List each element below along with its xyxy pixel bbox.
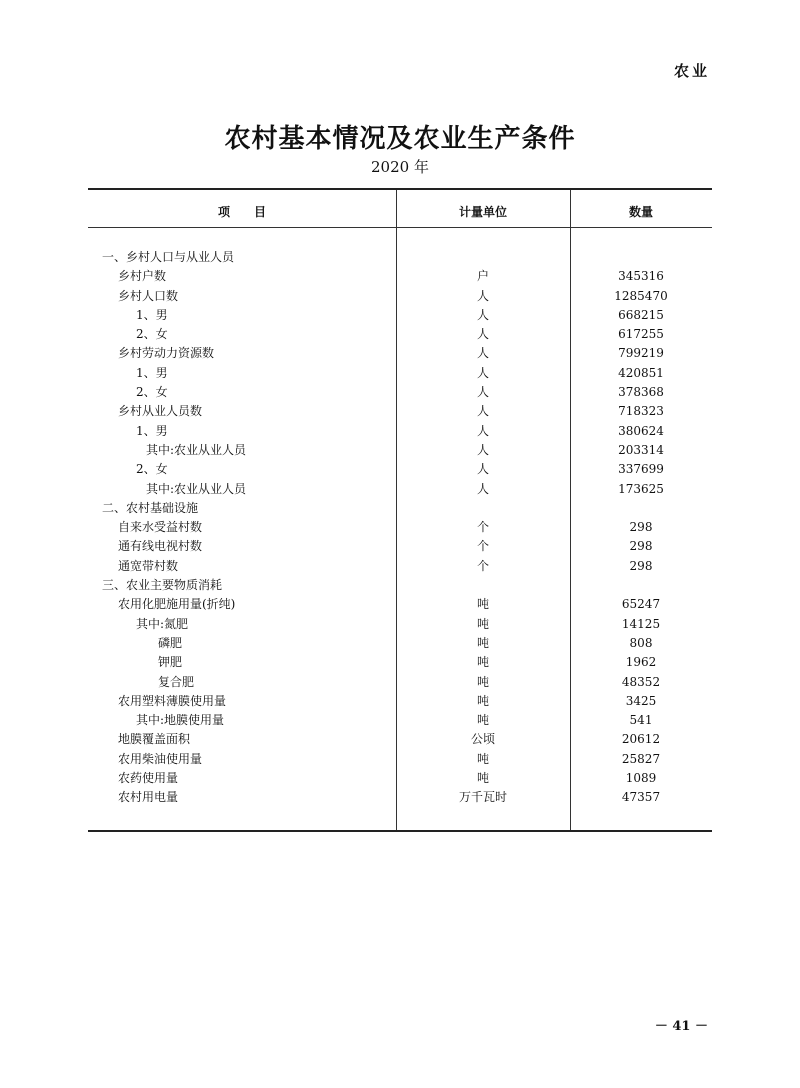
row-item-name: 2、女 (136, 385, 168, 400)
table-row (88, 402, 712, 421)
row-unit: 户 (476, 269, 489, 284)
table-row (88, 267, 712, 286)
table-row (88, 788, 712, 807)
row-unit: 人 (476, 462, 489, 477)
row-item-name: 二、农村基础设施 (102, 500, 199, 515)
row-unit: 万千瓦时 (458, 790, 507, 805)
row-item-name: 农用柴油使用量 (118, 751, 203, 766)
row-value: 298 (629, 539, 653, 554)
table-row (88, 480, 712, 499)
row-value: 48352 (621, 674, 661, 689)
row-item-name: 其中:农业从业人员 (146, 481, 247, 496)
row-item-name: 农用塑料薄膜使用量 (118, 693, 227, 708)
row-value: 420851 (618, 365, 664, 380)
row-item-name: 乡村人口数 (118, 288, 179, 303)
row-value: 20612 (621, 732, 661, 747)
row-value: 380624 (618, 423, 664, 438)
row-value: 718323 (618, 404, 664, 419)
section-label: 农业 (673, 62, 710, 80)
row-unit: 人 (476, 385, 489, 400)
row-unit: 个 (476, 558, 489, 573)
table-row (88, 595, 712, 614)
table-row (88, 383, 712, 402)
header-item: 项 目 (217, 205, 266, 219)
row-value: 173625 (618, 481, 664, 496)
row-unit: 个 (476, 520, 489, 535)
row-item-name: 1、男 (136, 365, 168, 380)
table-row (88, 537, 712, 556)
table-row (88, 248, 712, 267)
row-item-name: 三、农业主要物质消耗 (102, 578, 223, 593)
row-item-name: 1、男 (136, 307, 168, 322)
row-item-name: 农药使用量 (118, 771, 179, 786)
row-item-name: 一、乡村人口与从业人员 (102, 250, 235, 264)
table-row (88, 344, 712, 363)
table-row (88, 615, 712, 634)
table-row (88, 306, 712, 325)
row-unit: 人 (476, 307, 489, 322)
data-table (88, 188, 712, 832)
page-title: 农村基本情况及农业生产条件 (224, 124, 576, 154)
table-row (88, 325, 712, 344)
row-unit: 人 (476, 404, 489, 419)
table-row (88, 287, 712, 306)
row-value: 1962 (625, 655, 657, 670)
row-value: 808 (629, 635, 653, 650)
row-unit: 吨 (476, 635, 489, 650)
table-row (88, 769, 712, 788)
row-item-name: 1、男 (136, 423, 168, 438)
row-unit: 吨 (476, 597, 489, 612)
table-row (88, 499, 712, 518)
page-number: － 41 － (654, 1019, 708, 1034)
row-item-name: 乡村从业人员数 (118, 404, 203, 419)
row-unit: 人 (476, 327, 489, 342)
row-item-name: 2、女 (136, 462, 168, 477)
row-value: 1285470 (614, 288, 668, 303)
header-value: 数量 (628, 205, 653, 219)
row-unit: 吨 (476, 713, 489, 728)
row-unit: 人 (476, 442, 489, 457)
row-value: 378368 (618, 385, 664, 400)
header-divider (88, 227, 712, 228)
row-unit: 吨 (476, 693, 489, 708)
row-value: 47357 (621, 790, 661, 805)
row-item-name: 乡村户数 (118, 269, 167, 284)
row-unit: 人 (476, 423, 489, 438)
page-subtitle: 2020 年 (371, 158, 429, 176)
row-item-name: 通有线电视村数 (118, 539, 203, 554)
row-item-name: 通宽带村数 (118, 558, 179, 573)
row-unit: 人 (476, 288, 489, 303)
table-row (88, 692, 712, 711)
row-unit: 人 (476, 346, 489, 361)
row-item-name: 地膜覆盖面积 (118, 732, 191, 747)
row-value: 65247 (621, 597, 661, 612)
row-value: 14125 (621, 616, 661, 631)
table-row (88, 711, 712, 730)
header-unit: 计量单位 (458, 205, 507, 219)
table-row (88, 422, 712, 441)
table-row (88, 750, 712, 769)
row-item-name: 磷肥 (158, 635, 183, 650)
row-value: 337699 (618, 462, 664, 477)
table-row (88, 364, 712, 383)
row-item-name: 乡村劳动力资源数 (118, 346, 215, 361)
table-row (88, 730, 712, 749)
row-item-name: 复合肥 (158, 674, 195, 689)
row-value: 345316 (618, 269, 664, 284)
row-value: 3425 (625, 693, 657, 708)
row-item-name: 钾肥 (158, 655, 183, 670)
table-row (88, 653, 712, 672)
row-value: 799219 (618, 346, 664, 361)
row-unit: 吨 (476, 751, 489, 766)
row-item-name: 其中:氮肥 (136, 616, 189, 631)
row-value: 541 (629, 713, 653, 728)
table-row (88, 460, 712, 479)
row-item-name: 农用化肥施用量(折纯) (118, 597, 236, 612)
row-value: 25827 (621, 751, 661, 766)
row-value: 298 (629, 558, 653, 573)
table-row (88, 576, 712, 595)
row-item-name: 其中:地膜使用量 (136, 713, 225, 728)
row-unit: 人 (476, 481, 489, 496)
row-unit: 人 (476, 365, 489, 380)
table-row (88, 518, 712, 537)
row-unit: 吨 (476, 655, 489, 670)
table-row (88, 634, 712, 653)
row-unit: 吨 (476, 616, 489, 631)
table-row (88, 557, 712, 576)
row-value: 668215 (618, 307, 664, 322)
table-row (88, 441, 712, 460)
row-unit: 公顷 (470, 732, 495, 747)
row-unit: 吨 (476, 771, 489, 786)
row-item-name: 农村用电量 (118, 790, 179, 805)
row-value: 203314 (618, 442, 664, 457)
row-item-name: 其中:农业从业人员 (146, 442, 247, 457)
row-item-name: 自来水受益村数 (118, 520, 203, 535)
row-value: 1089 (625, 771, 657, 786)
table-body (88, 248, 712, 808)
row-item-name: 2、女 (136, 327, 168, 342)
row-unit: 吨 (476, 674, 489, 689)
row-unit: 个 (476, 539, 489, 554)
table-row (88, 673, 712, 692)
row-value: 617255 (618, 327, 664, 342)
row-value: 298 (629, 520, 653, 535)
